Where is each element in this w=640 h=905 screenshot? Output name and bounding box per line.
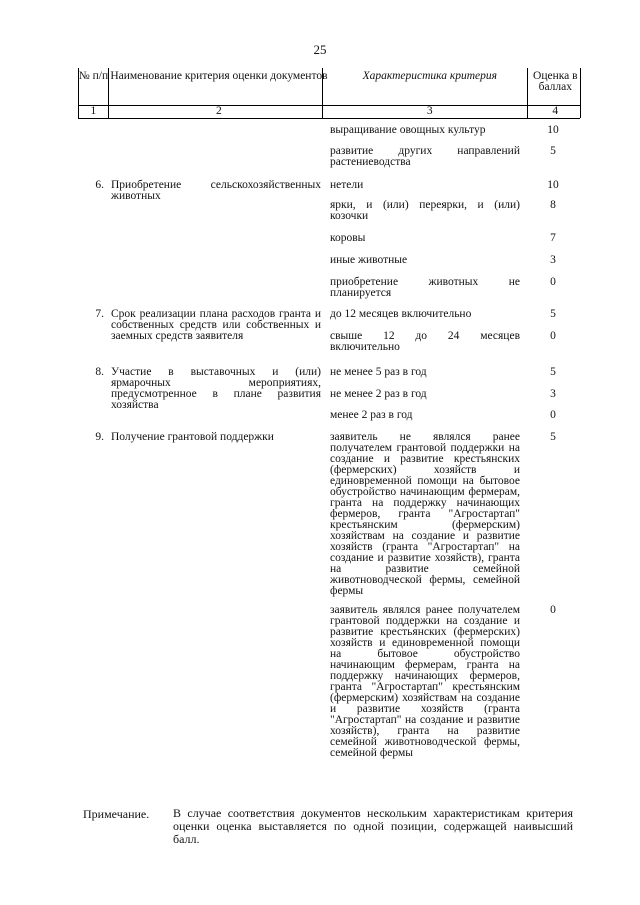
characteristic: менее 2 раз в год <box>330 409 413 421</box>
score: 0 <box>550 409 556 421</box>
table-divider-1 <box>108 68 109 118</box>
column-number-4: 4 <box>531 106 580 119</box>
score: 5 <box>550 366 556 378</box>
page-number: 25 <box>313 42 327 57</box>
row-number: 6. <box>95 179 104 191</box>
characteristic: заявитель не являлся ранее получателем грантовой поддержки на создание и развитие крестьянских (фермерских) хозяйств и единовременной помощи на бытовое обустройство начинающим фермерам, гранта на поддержку начинающих фермеров, гранта "Агростартап" крестьянским (фермерским) хозяйствам на создание и развитие хозяйств (гранта "Агростартап" на создание и развитие хозяйств), гранта на развитие семейной животноводческой фермы, семейной фермы <box>330 431 520 597</box>
score: 8 <box>550 199 556 211</box>
row-number: 7. <box>95 308 104 320</box>
table-divider-2 <box>322 68 323 118</box>
characteristic: не менее 2 раз в год <box>330 388 427 400</box>
score: 5 <box>550 431 556 443</box>
score: 10 <box>547 124 559 136</box>
score: 0 <box>550 604 556 616</box>
characteristic: не менее 5 раз в год <box>330 366 427 378</box>
score: 3 <box>550 388 556 400</box>
characteristic: развитие других направлений растениеводства <box>330 145 520 168</box>
header-col-criterion: Наименование критерия оценки документов <box>109 68 329 106</box>
score: 10 <box>547 179 559 191</box>
score: 5 <box>550 145 556 157</box>
score: 7 <box>550 232 556 244</box>
characteristic: коровы <box>330 232 366 244</box>
criterion-name: Участие в выставочных и (или) ярмарочных мероприятиях, предусмотренное в плане развития хозяйства <box>111 366 321 411</box>
row-number: 8. <box>95 366 104 378</box>
score: 0 <box>550 276 556 288</box>
characteristic: свыше 12 до 24 месяцев включительно <box>330 330 520 353</box>
criterion-name: Срок реализации плана расходов гранта и собственных средств или собственных и заемных средств заявителя <box>111 308 321 342</box>
header-col-number: № п/п <box>78 68 109 106</box>
note-label: Примечание. <box>83 807 150 821</box>
table-border-right <box>580 68 581 118</box>
table-border-left <box>78 68 79 118</box>
score: 3 <box>550 254 556 266</box>
characteristic: выращивание овощных культур <box>330 124 486 136</box>
score: 5 <box>550 308 556 320</box>
characteristic: ярки, и (или) переярки, и (или) козочки <box>330 199 520 222</box>
header-col-characteristic: Характеристика критерия <box>329 68 531 106</box>
column-number-2: 2 <box>109 106 329 119</box>
score: 0 <box>550 330 556 342</box>
row-number: 9. <box>95 431 104 443</box>
header-col-score: Оценка в баллах <box>531 68 580 106</box>
column-number-3: 3 <box>329 106 531 119</box>
characteristic: нетели <box>330 179 364 191</box>
characteristic: заявитель являлся ранее получателем грантовой поддержки на создание и развитие крестьянских (фермерских) хозяйств и единовременной помощи на бытовое обустройство начинающим фермерам, гранта на поддержку начинающих фермеров, гранта "Агростартап" крестьянским (фермерским) хозяйствам на создание и развитие хозяйств (гранта "Агростартап" на создание и развитие хозяйств), гранта на развитие семейной животноводческой фермы, семейной фермы <box>330 604 520 759</box>
characteristic: иные животные <box>330 254 408 266</box>
table-header <box>78 68 580 119</box>
column-number-1: 1 <box>78 106 109 119</box>
table-divider-3 <box>527 68 528 118</box>
characteristic: до 12 месяцев включительно <box>330 308 472 320</box>
criterion-name: Приобретение сельскохозяйственных животных <box>111 179 321 202</box>
note-text: В случае соответствия документов нескольким характеристикам критерия оценки оценка выставляется по одной позиции, содержащей наивысший балл. <box>173 806 573 846</box>
characteristic: приобретение животных не планируется <box>330 276 520 299</box>
criterion-name: Получение грантовой поддержки <box>111 431 274 443</box>
